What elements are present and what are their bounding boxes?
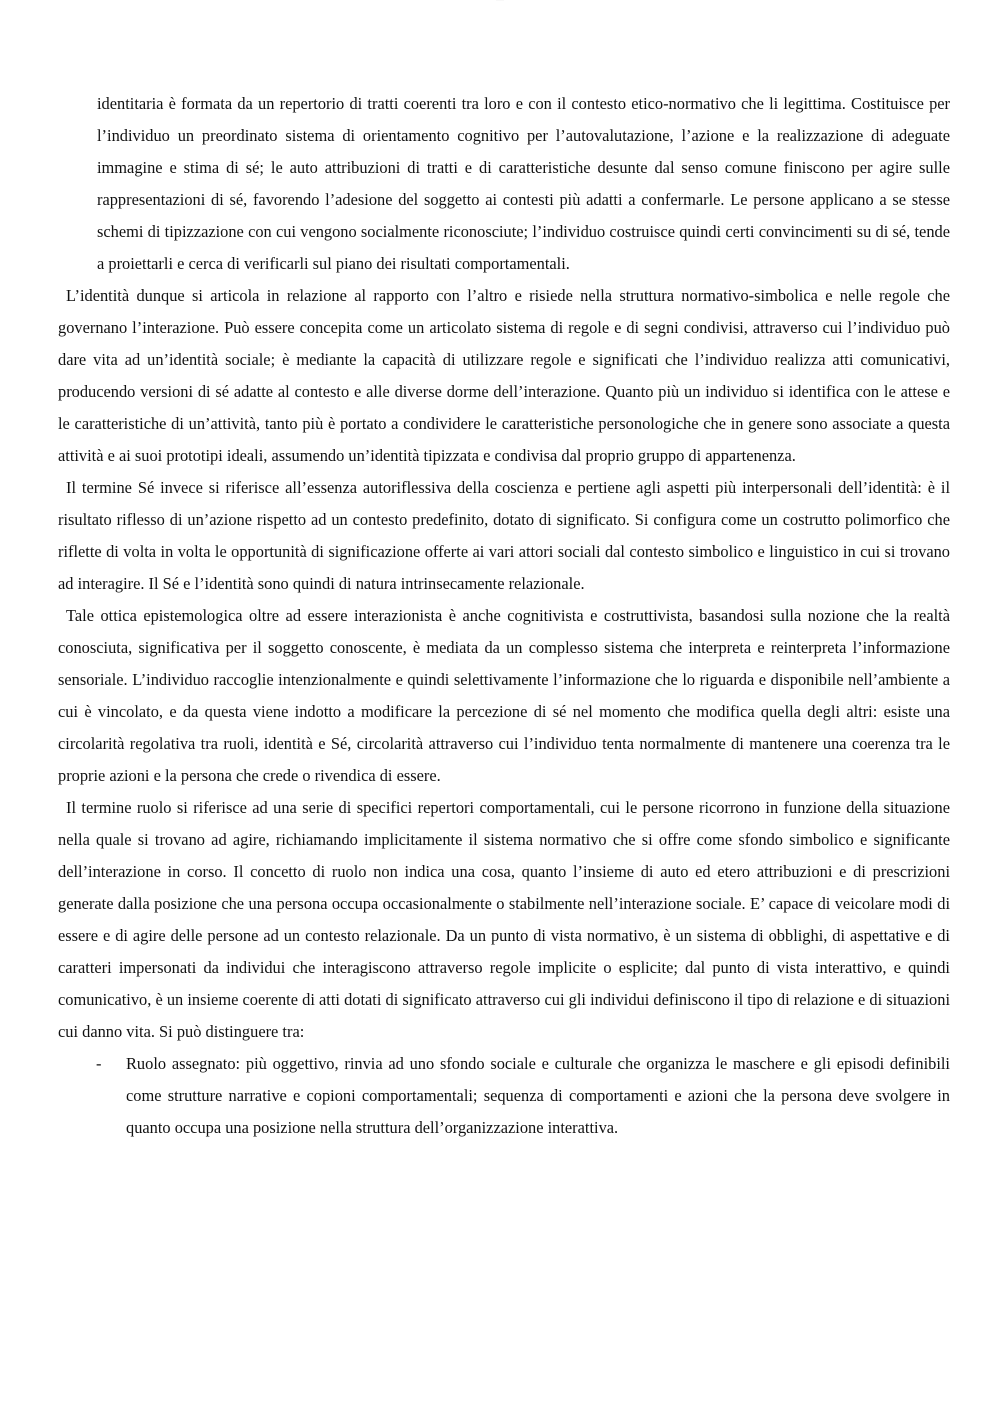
- page-header-mark: ········: [496, 0, 504, 3]
- block-quote-paragraph: identitaria è formata da un repertorio di tratti coerenti tra loro e con il contesto etico-normativo che li legittima. Costituisce per l’individuo un preordinato sistema di orientamento cognitivo per l’autovalutazione, l’azione e la realizzazione di adeguate immagine e stima di sé; le auto attribuzioni di tratti e di caratteristiche desunte dal senso comune finiscono per agire sulle rappresentazioni di sé, favorendo l’adesione del soggetto ai contesti più adatti a confermarle. Le persone applicano a se stesse schemi di tipizzazione con cui vengono socialmente riconosciute; l’individuo costruisce quindi certi convincimenti su di sé, tende a proiettarli e cerca di verificarli sul piano dei risultati comportamentali.: [97, 94, 950, 273]
- list-item: [58, 1048, 950, 1144]
- document-body: [58, 88, 950, 1144]
- list-item-text: Ruolo assegnato: più oggettivo, rinvia ad uno sfondo sociale e culturale che organizza le maschere e gli episodi definibili come strutture narrative e copioni comportamentali; sequenza di comportamenti e azioni che la persona deve svolgere in quanto occupa una posizione nella struttura dell’organizzazione interattiva.: [126, 1054, 950, 1137]
- paragraph-identita: L’identità dunque si articola in relazione al rapporto con l’altro e risiede nella struttura normativo-simbolica e nelle regole che governano l’interazione. Può essere concepita come un articolato sistema di regole e di segni condivisi, attraverso cui l’individuo può dare vita ad un’identità sociale; è mediante la capacità di utilizzare regole e significati che l’individuo realizza atti comunicativi, producendo versioni di sé adatte al contesto e alle diverse dorme dell’interazione. Quanto più un individuo si identifica con le attese e le caratteristiche di un’attività, tanto più è portato a condividere le caratteristiche personologiche che in genere sono associate a questa attività e ai suoi prototipi ideali, assumendo un’identità tipizzata e condivisa dal proprio gruppo di appartenenza.: [58, 286, 950, 465]
- role-list: [58, 1048, 950, 1144]
- paragraph-ruolo: Il termine ruolo si riferisce ad una serie di specifici repertori comportamentali, cui le persone ricorrono in funzione della situazione nella quale si trovano ad agire, richiamando implicitamente il sistema normativo che si offre come sfondo simbolico e significante dell’interazione in corso. Il concetto di ruolo non indica una cosa, quanto l’insieme di auto ed etero attribuzioni e di prescrizioni generate dalla posizione che una persona occupa occasionalmente o stabilmente nell’interazione sociale. E’ capace di veicolare modi di essere e di agire delle persone ad un contesto relazionale. Da un punto di vista normativo, è un sistema di obblighi, di aspettative e di caratteri impersonati da individui che interagiscono attraverso regole implicite o esplicite; dal punto di vista interattivo, e quindi comunicativo, è un insieme coerente di atti dotati di significato attraverso cui gli individui definiscono il tipo di relazione e di situazioni cui danno vita. Si può distinguere tra:: [58, 798, 950, 1041]
- list-item-marker: -: [96, 1054, 102, 1073]
- paragraph-ottica-epistemologica: Tale ottica epistemologica oltre ad essere interazionista è anche cognitivista e costruttivista, basandosi sulla nozione che la realtà conosciuta, significativa per il soggetto conoscente, è mediata da un complesso sistema che interpreta e reinterpreta l’informazione sensoriale. L’individuo raccoglie intenzionalmente e quindi selettivamente l’informazione che lo riguarda e disponibile nell’ambiente a cui è vincolato, e da questa viene indotto a modificare la percezione di sé nel momento che modifica quella degli altri: esiste una circolarità regolativa tra ruoli, identità e Sé, circolarità attraverso cui l’individuo tenta normalmente di mantenere una coerenza tra le proprie azioni e la persona che crede o rivendica di essere.: [58, 606, 950, 785]
- paragraph-se: Il termine Sé invece si riferisce all’essenza autoriflessiva della coscienza e pertiene agli aspetti più interpersonali dell’identità: è il risultato riflesso di un’azione rispetto ad un contesto predefinito, dotato di significato. Si configura come un costrutto polimorfico che riflette di volta in volta le opportunità di significazione offerte ai vari attori sociali dal contesto simbolico e linguistico in cui si trovano ad interagire. Il Sé e l’identità sono quindi di natura intrinsecamente relazionale.: [58, 478, 950, 593]
